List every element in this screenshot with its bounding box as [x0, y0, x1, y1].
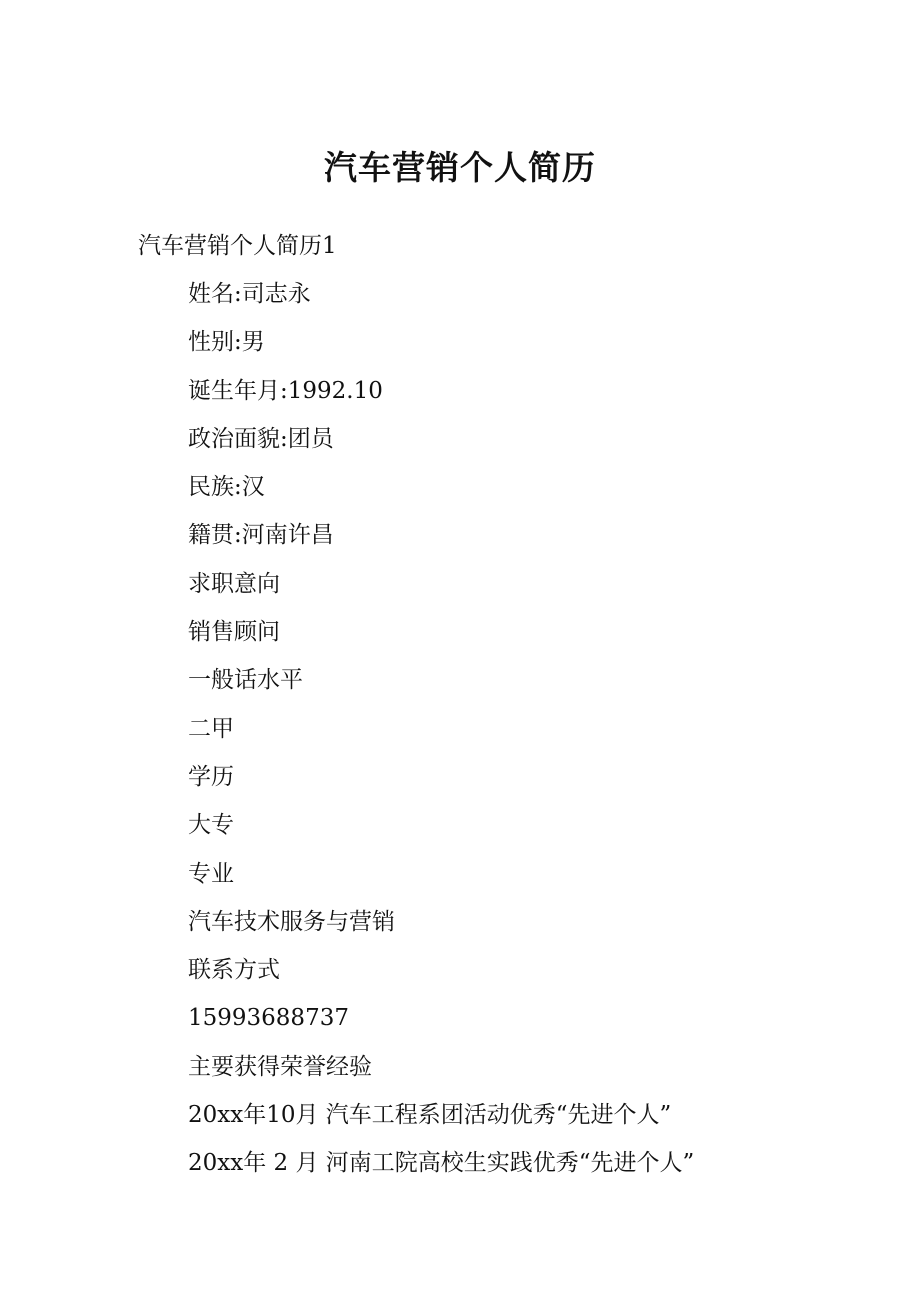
section-heading: 汽车营销个人简历1: [138, 233, 337, 259]
resume-line-gender: 性别:男: [188, 329, 265, 356]
resume-line-ethnicity: 民族:汉: [188, 474, 265, 501]
resume-line-job-intention-label: 求职意向: [188, 570, 280, 597]
resume-line-job-intention-value: 销售顾问: [188, 619, 280, 646]
resume-line-mandarin-value: 二甲: [188, 715, 234, 742]
resume-line-education-value: 大专: [188, 812, 234, 839]
resume-line-political-status: 政治面貌:团员: [188, 425, 334, 452]
resume-line-hometown: 籍贯:河南许昌: [188, 522, 334, 549]
resume-line-contact-label: 联系方式: [188, 957, 280, 984]
resume-line-honor-1: 20xx年10月 汽车工程系团活动优秀“先进个人”: [188, 1102, 672, 1129]
resume-line-honor-2: 20xx年 2 月 河南工院高校生实践优秀“先进个人”: [188, 1150, 695, 1177]
resume-line-honors-label: 主要获得荣誉经验: [188, 1053, 372, 1080]
resume-line-birth: 诞生年月:1992.10: [188, 377, 383, 404]
resume-line-contact-value: 15993688737: [188, 1005, 349, 1032]
resume-line-education-label: 学历: [188, 763, 234, 790]
resume-line-major-value: 汽车技术服务与营销: [188, 908, 395, 935]
resume-lines: [188, 272, 694, 1190]
resume-line-mandarin-label: 一般话水平: [188, 667, 303, 694]
resume-line-major-label: 专业: [188, 860, 234, 887]
document-title: 汽车营销个人简历: [324, 148, 596, 187]
resume-line-name: 姓名:司志永: [188, 281, 311, 307]
